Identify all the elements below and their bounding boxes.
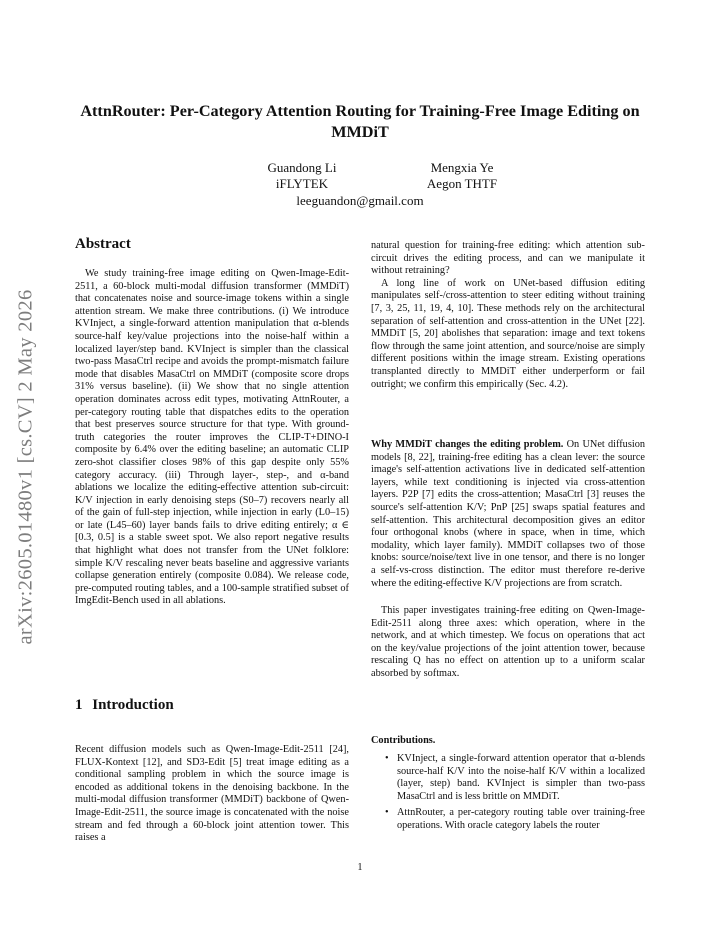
right-paragraph-3-text: This paper investigates training-free editing on Qwen-Image-Edit-2511 along three axes: which operation, where in the network, and at which timestep. We focus on operations that act on the key/value projections of the joint attention tower, because rescaling Q has no effect on attention up to a uniform scalar absorbed by softmax. [371,605,645,679]
right-paragraph-2-text: A long line of work on UNet-based diffusion editing manipulates self-/cross-attention to steer editing without training [7, 3, 25, 11, 19, 4, 10]. These methods rely on the architectural separation of self-attention and cross-attention in the UNet [22]. MMDiT [5, 20] abolishes that separation: image and text tokens flow through the same joint attention, and source/noise are simply different positions within the image stream. Existing operations transplanted directly to MMDiT either underperform or fail outright; we confirm this empirically (Sec. 4.2). [371,277,645,390]
why-mmdit-text: On UNet diffusion models [8, 22], training-free editing has a clean lever: the source image's self-attention activations live in dedicated self-attention layers, while text conditioning is injected via cross-attention layers. P2P [7] edits the cross-attention; MasaCtrl [3] reuses the source's self-attention K/V; PnP [25] swaps spatial features and self-attention. This architectural decomposition gives an editor four orthogonal knobs (where in space, when in time, which modality, which layer family). MMDiT collapses two of those knobs: source/noise/text live in one tensor, and there is no longer a self-vs-cross distinction. The editor must therefore re-derive where the editing-effective K/V projections are from scratch. [371,439,645,589]
contribution-item-2: • AttnRouter, a per-category routing table over training-free operations. With oracle category labels the router [371,807,645,832]
page-number: 1 [357,862,363,873]
abstract-text: We study training-free image editing on Qwen-Image-Edit-2511, a 60-block multi-modal diffusion transformer (MMDiT) that concatenates noise and source-image tokens within a single attention stream. We make three contributions. (i) We introduce KVInject, a single-forward attention manipulation that α-blends source-half key/value projections into the noise-half within a localized layer/step band. KVInject is simpler than the classical two-pass MasaCtrl recipe and avoids the prompt-mismatch failure mode that disables MasaCtrl on MMDiT (composite score drops 31% versus baseline). (ii) We show that no single attention operation dominates across edit types, motivating AttnRouter, a per-category routing table that dispatches edits to the operation that best preserves source structure for that type. With ground-truth categories the router improves the CLIP-T+DINO-I composite by 6.4% over the editing baseline; an automatic CLIP zero-shot classifier closes 98% of this gap despite only 55% category accuracy. (iii) Through layer-, step-, and α-band ablations we localize the editing-effective attention sub-circuit: K/V injection in early denoising steps (S0–7) recovers nearly all of the gain of full-step injection, while injection in early (L0–15) or late (L45–60) layer bands fails to drive editing entirely; α ∈ [0.3, 0.5] is a stable sweet spot. We also report negative results that highlight what does not transfer from the UNet folklore: simple K/V rescaling never beats baseline and aggressive variants collapse generation entirely (composite 0.084). We release code, pre-computed routing tables, and a 100-sample stratified subset of ImgEdit-Bench used in all ablations. [75,268,349,607]
introduction-body [75,744,349,845]
right-paragraph-1-text: natural question for training-free editing: which attention sub-circuit drives the editing process, and can we manipulate it without retraining? [371,240,645,277]
abstract-body [75,268,349,608]
contributions-heading: Contributions. [371,735,436,746]
author-2-affiliation: Aegon THTF [426,176,498,191]
paper-title: AttnRouter: Per-Category Attention Routing for Training-Free Image Editing on MMDiT [80,102,640,141]
right-paragraph-1 [371,240,645,391]
author-email: leeguandon@gmail.com [296,193,424,208]
arxiv-identifier: arXiv:2605.01480v1 [cs.CV] 2 May 2026 [14,289,37,645]
author-2-name: Mengxia Ye [430,160,494,175]
author-1-name: Guandong Li [267,160,337,175]
abstract-heading: Abstract [75,236,131,252]
arxiv-sidebar-stamp [6,262,46,672]
introduction-text: Recent diffusion models such as Qwen-Image-Edit-2511 [24], FLUX-Kontext [12], and SD3-Edit [5] treat image editing as a conditional sampling problem in which the source image is encoded as additional tokens in the denoising backbone. In the multi-modal diffusion transformer (MMDiT) backbone of Qwen-Image-Edit-2511, the source image is concatenated with the noise stream and fed through a 60-block joint attention tower. This raises a [75,744,349,844]
right-paragraph-3 [371,605,645,681]
contributions-list [371,753,645,837]
introduction-heading: 1 Introduction [75,697,174,713]
author-1-affiliation: iFLYTEK [275,176,329,191]
why-mmdit-paragraph [371,439,645,590]
contribution-item-1: • KVInject, a single-forward attention operator that α-blends source-half K/V into the noise-half K/V within a localized (layer, step) band. KVInject is simpler than two-pass MasaCtrl and is less brittle on MMDiT. [371,753,645,803]
author-2 [362,160,562,192]
why-mmdit-heading: Why MMDiT changes the editing problem. [371,439,564,450]
